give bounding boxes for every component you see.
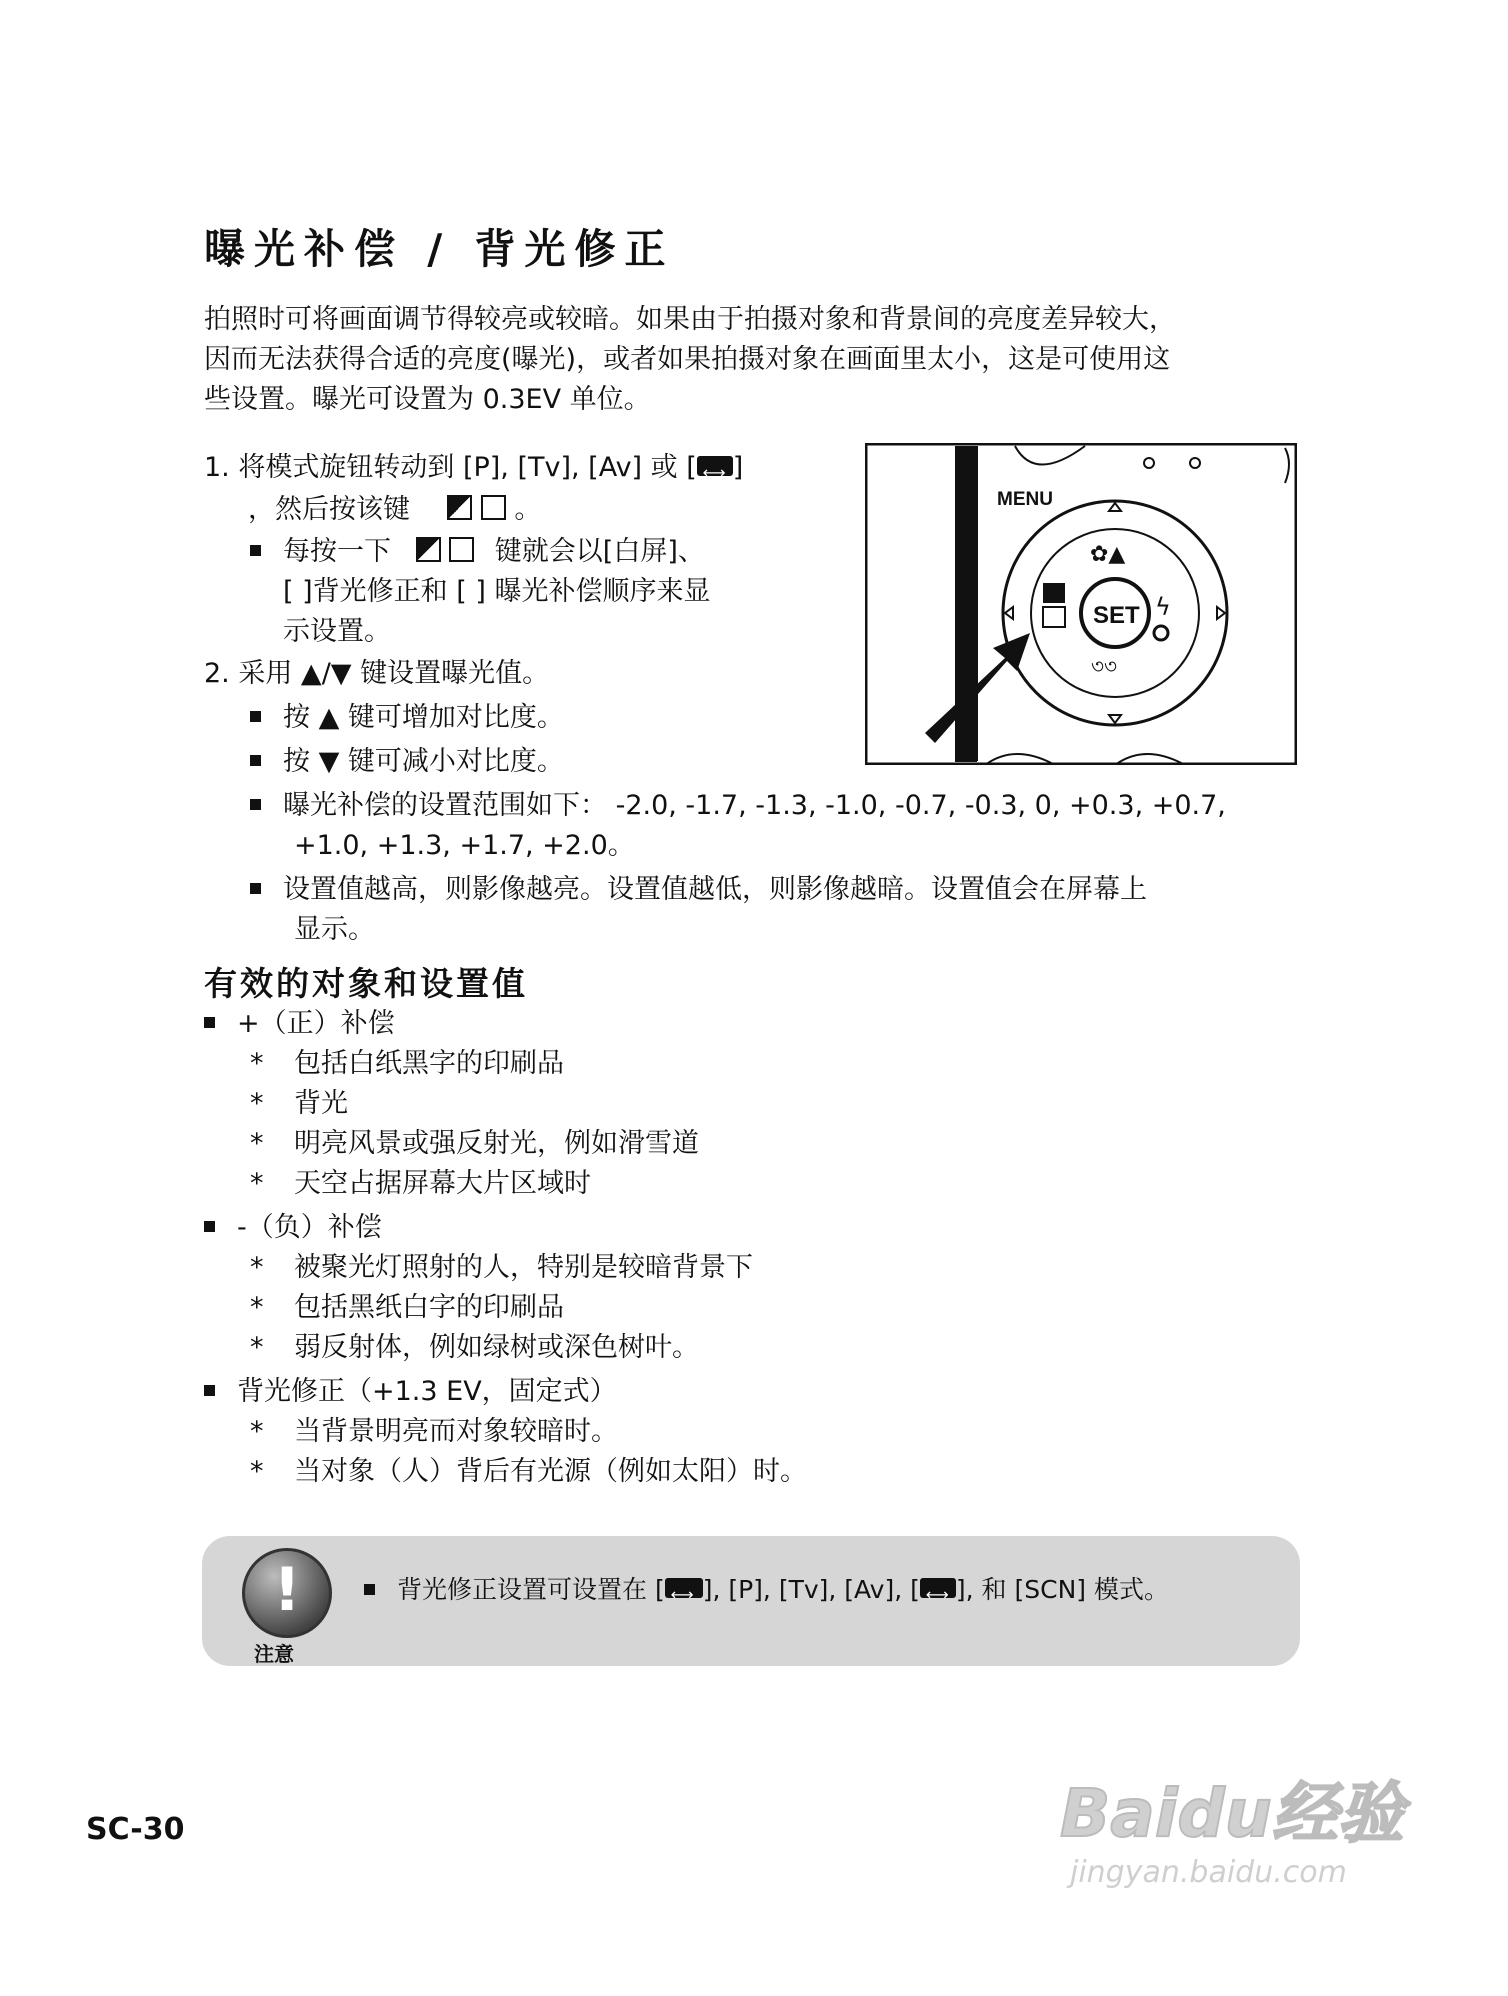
- list-item: * 明亮风景或强反射光，例如滑雪道: [250, 1128, 699, 1159]
- item-text: 包括黑纸白字的印刷品: [294, 1292, 564, 1323]
- step1-line2: [248, 490, 541, 530]
- auto-mode-icon: [665, 1578, 703, 1598]
- step1-sub-line3: 示设置。: [283, 616, 391, 647]
- step1-period: 。: [514, 494, 542, 525]
- bullet-icon: [250, 711, 261, 722]
- bullet-icon: [204, 1385, 215, 1396]
- camera-dial-illustration: [865, 443, 1297, 765]
- item-text: 天空占据屏幕大片区域时: [294, 1168, 591, 1199]
- negative-text: -（负）补偿: [237, 1212, 382, 1243]
- panorama-icon: [697, 456, 733, 476]
- panorama-icon: [920, 1578, 956, 1598]
- list-item: * 当对象（人）背后有光源（例如太阳）时。: [250, 1456, 807, 1487]
- watermark: [1060, 1760, 1404, 1890]
- step1-sub-line1: [250, 532, 705, 572]
- step2-range: [250, 786, 1226, 826]
- page-number: SC-30: [86, 1812, 185, 1847]
- note-text-mid: ], [P], [Tv], [Av], [: [702, 1575, 920, 1604]
- exclamation-icon: !: [273, 1555, 301, 1625]
- step1-line1: [204, 448, 743, 488]
- ev-compensation-icon: [416, 537, 441, 562]
- watermark-url: jingyan.baidu.com: [1070, 1855, 1347, 1890]
- item-text: 被聚光灯照射的人，特别是较暗背景下: [294, 1252, 753, 1283]
- section-title: 有效的对象和设置值: [204, 964, 528, 1003]
- list-item: * 弱反射体，例如绿树或深色树叶。: [250, 1332, 699, 1363]
- step2-range-cont: +1.0, +1.3, +1.7, +2.0。: [294, 830, 635, 861]
- backlight-icon: [481, 495, 506, 520]
- intro-paragraph: [204, 300, 1304, 420]
- bullet-icon: [250, 799, 261, 810]
- svg-text:✿▲: ✿▲: [1090, 542, 1126, 567]
- intro-line: 因而无法获得合适的亮度(曝光)，或者如果拍摄对象在画面里太小，这是可使用这: [204, 344, 1171, 375]
- menu-label: MENU: [997, 489, 1053, 510]
- list-item: * 天空占据屏幕大片区域时: [250, 1168, 591, 1199]
- step2-line: 2. 采用 ▲/▼ 键设置曝光值。: [204, 658, 550, 689]
- step2-bullet-up: [250, 698, 564, 738]
- bullet-icon: [364, 1584, 375, 1595]
- step2-bullet-down: [250, 742, 564, 782]
- bullet-icon: [250, 545, 261, 556]
- list-item: * 背光: [250, 1088, 348, 1119]
- bullet-icon: [204, 1221, 215, 1232]
- sub-text: 键就会以[白屏]、: [494, 536, 705, 567]
- list-item: * 被聚光灯照射的人，特别是较暗背景下: [250, 1252, 753, 1283]
- note-label: 注意: [254, 1642, 294, 1666]
- bullet-icon: [250, 883, 261, 894]
- backlight-icon: [449, 537, 474, 562]
- backlight-label: [204, 1372, 617, 1412]
- step1-text: 1. 将模式旋钮转动到: [204, 452, 463, 483]
- negative-label: [204, 1208, 382, 1248]
- watermark-brand: Baidu经验: [1060, 1775, 1404, 1852]
- bullet-icon: [204, 1017, 215, 1028]
- bullet-text: 按 ▼ 键可减小对比度。: [283, 746, 564, 777]
- intro-line: 些设置。曝光可设置为 0.3EV 单位。: [204, 384, 651, 415]
- backlight-text: 背光修正（+1.3 EV，固定式）: [237, 1376, 617, 1407]
- bullet-icon: [250, 755, 261, 766]
- page-title: 曝光补偿 / 背光修正: [204, 225, 675, 273]
- step2-bright: [250, 870, 1147, 910]
- item-text: 背光: [294, 1088, 348, 1119]
- item-text: 明亮风景或强反射光，例如滑雪道: [294, 1128, 699, 1159]
- list-item: * 包括白纸黑字的印刷品: [250, 1048, 564, 1079]
- item-text: 弱反射体，例如绿树或深色树叶。: [294, 1332, 699, 1363]
- positive-text: +（正）补偿: [237, 1008, 395, 1039]
- bright-text: 设置值越高，则影像越亮。设置值越低，则影像越暗。设置值会在屏幕上: [283, 874, 1147, 905]
- list-item: * 当背景明亮而对象较暗时。: [250, 1416, 618, 1447]
- note-text-pre: 背光修正设置可设置在 [: [397, 1575, 665, 1604]
- step1-sub-line2: [ ]背光修正和 [ ] 曝光补偿顺序来显: [283, 576, 711, 607]
- range-text: 曝光补偿的设置范围如下： -2.0, -1.7, -1.3, -1.0, -0.7, -0.3, 0, +0.3, +0.7,: [283, 790, 1226, 821]
- item-text: 当背景明亮而对象较暗时。: [294, 1416, 618, 1447]
- step2-bright-cont: 显示。: [294, 914, 375, 945]
- note-text-post: ], 和 [SCN] 模式。: [955, 1575, 1169, 1604]
- svg-text:ϟ: ϟ: [1155, 593, 1171, 621]
- step1-text2: ，然后按该键: [248, 494, 410, 525]
- note-text: [364, 1570, 1169, 1610]
- positive-label: [204, 1004, 395, 1044]
- step1-bracket: ]: [732, 452, 744, 483]
- item-text: 包括白纸黑字的印刷品: [294, 1048, 564, 1079]
- item-text: 当对象（人）背后有光源（例如太阳）时。: [294, 1456, 807, 1487]
- sub-text: 每按一下: [283, 536, 391, 567]
- list-item: * 包括黑纸白字的印刷品: [250, 1292, 564, 1323]
- svg-text:৩৩: ৩৩: [1091, 654, 1118, 678]
- set-button-label: SET: [1093, 602, 1140, 629]
- step1-modes: [P], [Tv], [Av] 或 [: [462, 452, 697, 483]
- bullet-text: 按 ▲ 键可增加对比度。: [283, 702, 564, 733]
- ev-compensation-icon: [447, 495, 472, 520]
- intro-line: 拍照时可将画面调节得较亮或较暗。如果由于拍摄对象和背景间的亮度差异较大，: [204, 304, 1176, 335]
